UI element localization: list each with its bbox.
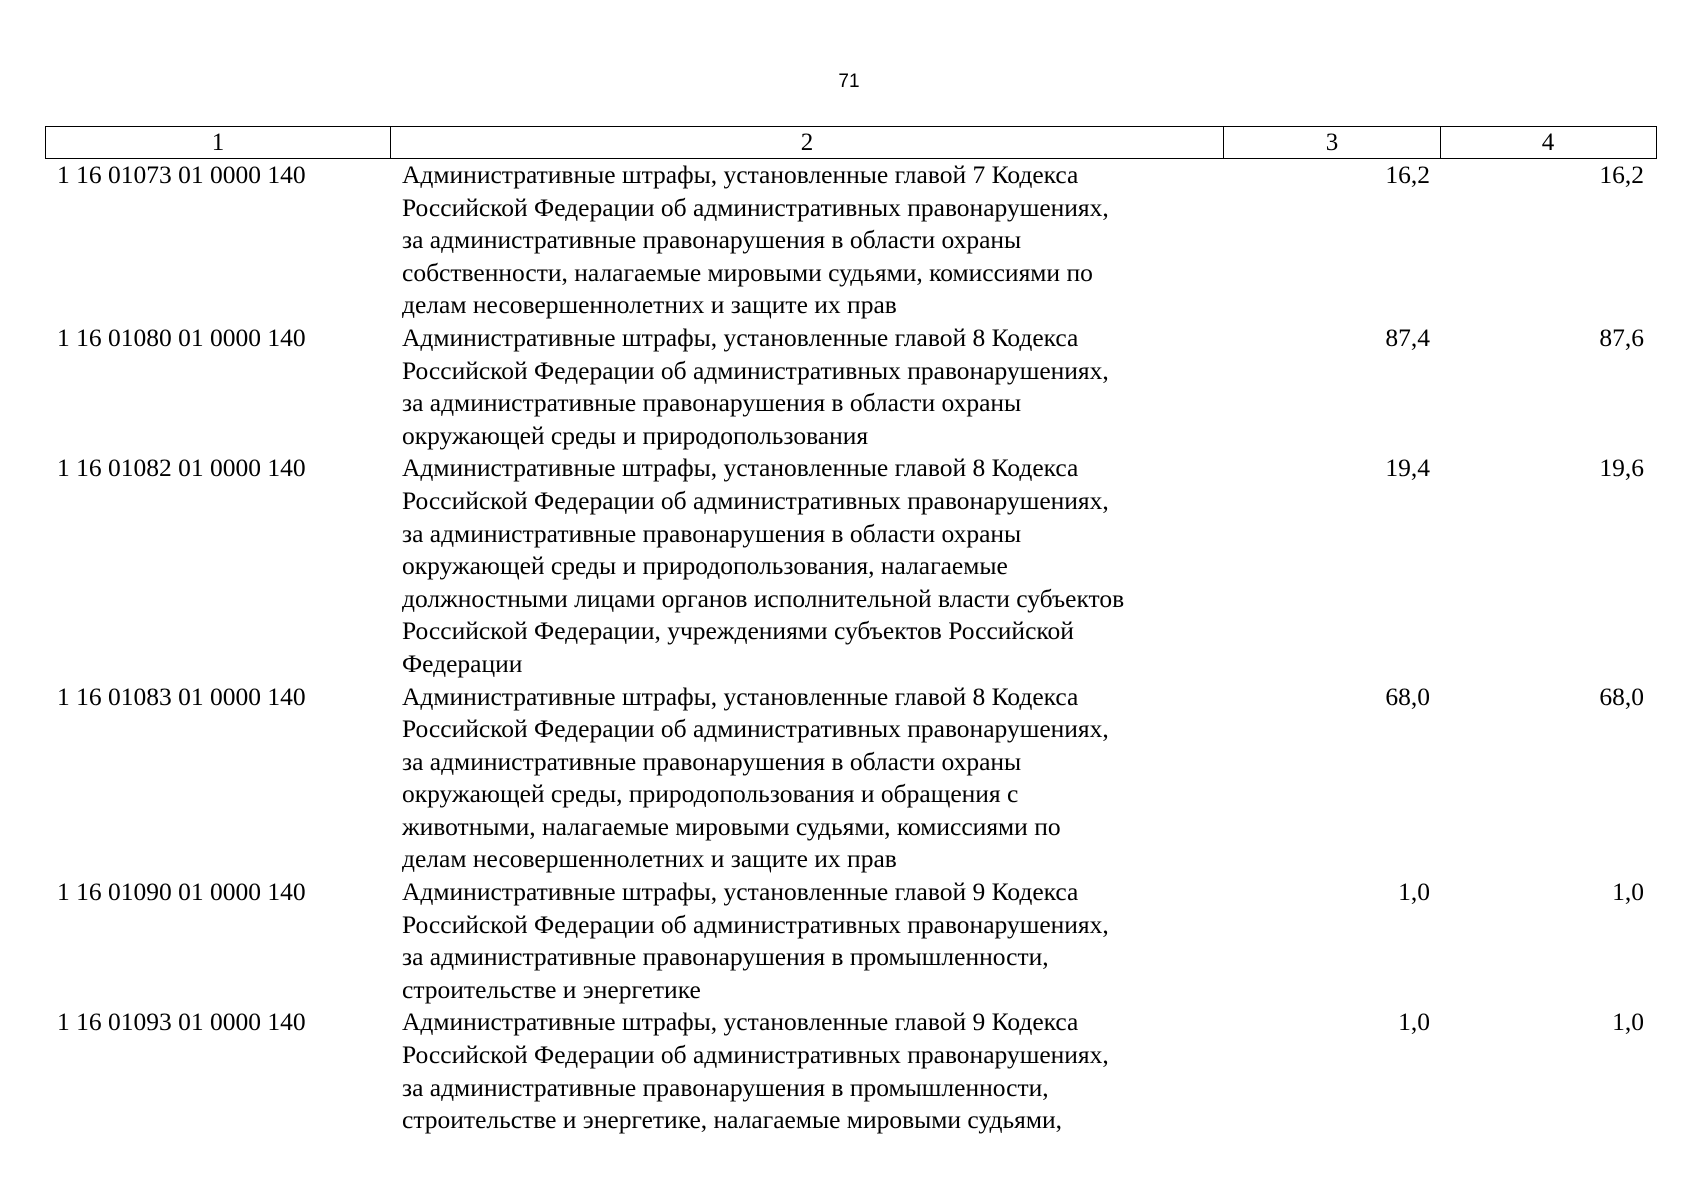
description-line: за административные правонарушения в промышленности, (402, 942, 1049, 972)
row-code: 1 16 01082 01 0000 140 (57, 453, 306, 483)
table-row (45, 452, 1657, 680)
description-line: Административные штрафы, установленные главой 8 Кодекса (402, 322, 1079, 352)
table-row (45, 681, 1657, 877)
description-line: строительстве и энергетике, налагаемые мировыми судьями, (402, 1105, 1063, 1135)
description-line: Административные штрафы, установленные главой 9 Кодекса (402, 1007, 1079, 1037)
description-line: Административные штрафы, установленные главой 9 Кодекса (402, 877, 1079, 907)
row-code: 1 16 01093 01 0000 140 (57, 1007, 306, 1037)
table-header-row (45, 126, 1657, 159)
budget-table (45, 126, 1657, 1137)
row-description (390, 452, 1223, 680)
description-line: Российской Федерации об административных правонарушениях, (402, 1040, 1109, 1070)
header-col-1: 1 (46, 127, 391, 158)
description-line: Российской Федерации об административных правонарушениях, (402, 714, 1109, 744)
row-description (390, 681, 1223, 877)
table-row (45, 1006, 1657, 1136)
table-row (45, 876, 1657, 1006)
row-description (390, 1006, 1223, 1136)
row-description (390, 322, 1223, 452)
description-line: должностными лицами органов исполнительной власти субъектов (402, 583, 1125, 613)
row-value-col-4: 16,2 (1599, 160, 1644, 189)
description-line: Федерации (402, 648, 523, 678)
description-line: Административные штрафы, установленные главой 8 Кодекса (402, 453, 1079, 483)
row-value-col-3: 19,4 (1385, 453, 1430, 483)
description-line: Российской Федерации, учреждениями субъектов Российской (402, 616, 1074, 646)
row-value-col-4: 19,6 (1599, 453, 1644, 483)
header-col-3: 3 (1224, 127, 1441, 158)
row-code: 1 16 01083 01 0000 140 (57, 681, 306, 711)
table-row (45, 159, 1657, 322)
row-value-col-4: 1,0 (1612, 877, 1644, 907)
description-line: Российской Федерации об административных правонарушениях, (402, 192, 1109, 222)
description-line: собственности, налагаемые мировыми судьями, комиссиями по (402, 257, 1093, 287)
description-line: Российской Федерации об административных правонарушениях, (402, 909, 1109, 939)
table-body (45, 159, 1657, 1137)
description-line: строительстве и энергетике (402, 974, 701, 1004)
description-line: окружающей среды и природопользования (402, 420, 869, 450)
table-row (45, 322, 1657, 452)
row-value-col-3: 1,0 (1398, 877, 1430, 907)
description-line: Российской Федерации об административных правонарушениях, (402, 355, 1109, 385)
description-line: за административные правонарушения в области охраны (402, 225, 1022, 255)
header-col-4: 4 (1541, 129, 1555, 156)
description-line: за административные правонарушения в области охраны (402, 388, 1022, 418)
page-number: 71 (838, 71, 860, 92)
description-line: за административные правонарушения в промышленности, (402, 1072, 1049, 1102)
row-value-col-4: 1,0 (1612, 1007, 1644, 1037)
description-line: за административные правонарушения в области охраны (402, 746, 1022, 776)
description-line: Российской Федерации об административных правонарушениях, (402, 485, 1109, 515)
row-description (390, 876, 1223, 1006)
row-value-col-4: 68,0 (1599, 681, 1644, 711)
row-value-col-3: 16,2 (1385, 160, 1430, 189)
header-col-2: 2 (391, 127, 1224, 158)
row-description (390, 159, 1223, 322)
row-value-col-3: 1,0 (1398, 1007, 1430, 1037)
description-line: делам несовершеннолетних и защите их прав (402, 844, 897, 874)
row-code: 1 16 01090 01 0000 140 (57, 877, 306, 907)
row-code: 1 16 01073 01 0000 140 (57, 160, 306, 189)
row-value-col-4: 87,6 (1599, 322, 1644, 352)
row-code: 1 16 01080 01 0000 140 (57, 322, 306, 352)
description-line: делам несовершеннолетних и защите их прав (402, 290, 897, 320)
row-value-col-3: 68,0 (1385, 681, 1430, 711)
row-value-col-3: 87,4 (1385, 322, 1430, 352)
description-line: Административные штрафы, установленные главой 8 Кодекса (402, 681, 1079, 711)
description-line: окружающей среды и природопользования, налагаемые (402, 551, 1008, 581)
description-line: окружающей среды, природопользования и обращения с (402, 779, 1019, 809)
description-line: за административные правонарушения в области охраны (402, 518, 1022, 548)
description-line: Административные штрафы, установленные главой 7 Кодекса (402, 160, 1079, 189)
description-line: животными, налагаемые мировыми судьями, комиссиями по (402, 811, 1061, 841)
